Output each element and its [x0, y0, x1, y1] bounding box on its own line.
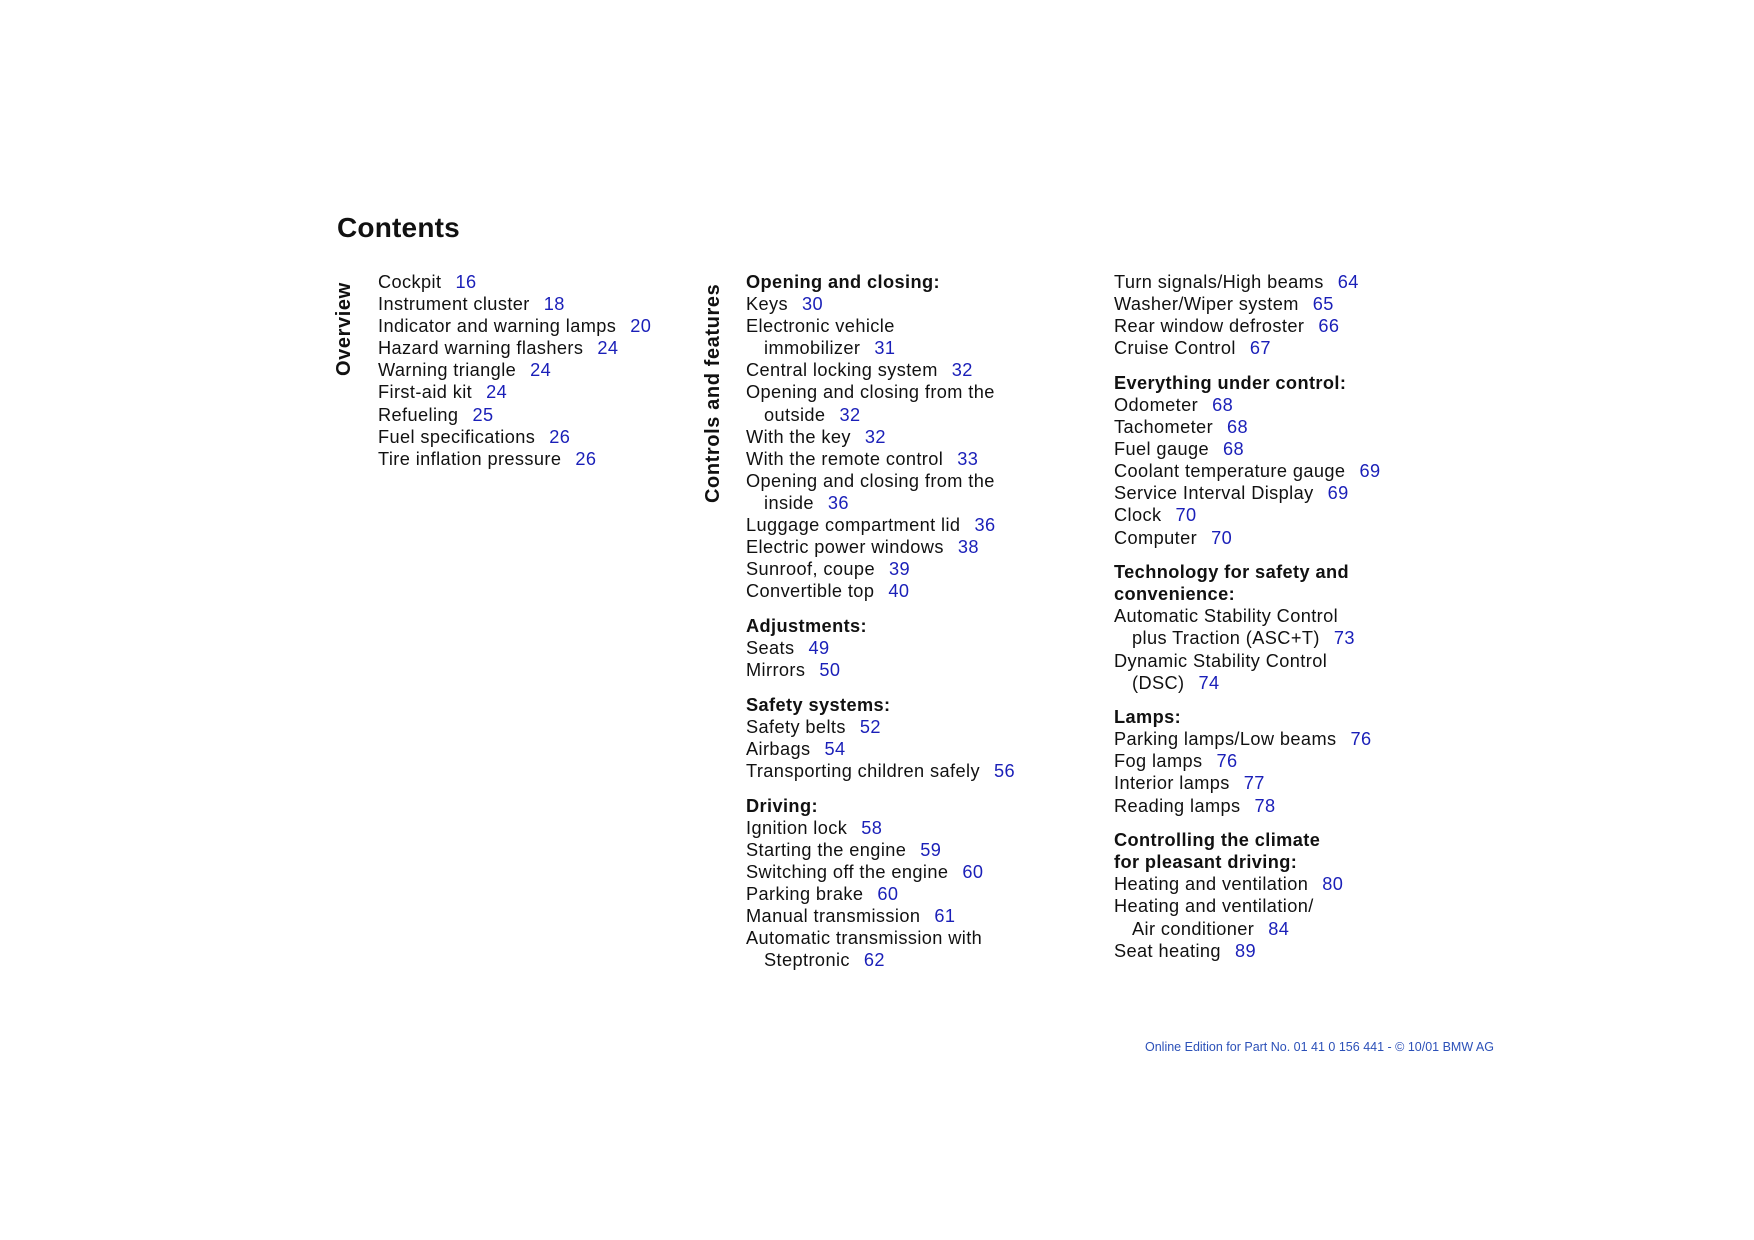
toc-page-link[interactable]: 70 — [1175, 505, 1197, 526]
toc-entry — [1114, 504, 1474, 526]
toc-entry-label: Heating and ventilation/ — [1114, 896, 1314, 917]
toc-entry — [746, 293, 1076, 315]
toc-page-link[interactable]: 77 — [1243, 773, 1265, 794]
toc-entry — [746, 536, 1076, 558]
toc-heading-line: Technology for safety and — [1114, 562, 1350, 583]
toc-page-link[interactable]: 66 — [1318, 316, 1340, 337]
toc-entry-label: Automatic transmission with — [746, 928, 983, 949]
toc-entry — [378, 315, 708, 337]
toc-page-link[interactable]: 68 — [1212, 394, 1234, 415]
toc-entry — [1114, 650, 1474, 694]
toc-entry-label: Computer — [1114, 527, 1198, 548]
toc-entry-label: Odometer — [1114, 394, 1199, 415]
toc-entry-label: Cockpit — [378, 272, 442, 292]
toc-column-controls — [746, 271, 1076, 971]
toc-entry — [746, 839, 1076, 861]
toc-page-link[interactable]: 32 — [864, 426, 886, 447]
toc-entry-label: Sunroof, coupe — [746, 559, 875, 580]
toc-heading-line: convenience: — [1114, 584, 1236, 605]
toc-entry-label: Cruise Control — [1114, 338, 1236, 359]
toc-page-link[interactable]: 49 — [808, 638, 830, 658]
toc-entry — [746, 738, 1076, 760]
toc-entry-label: Manual transmission — [746, 906, 921, 927]
toc-entry-label: Fuel specifications — [378, 426, 536, 447]
toc-entry — [378, 448, 708, 470]
toc-page-link[interactable]: 67 — [1249, 338, 1271, 359]
toc-heading — [1114, 829, 1474, 873]
toc-page-link[interactable]: 26 — [549, 426, 571, 447]
toc-entry-continuation: inside — [764, 492, 814, 513]
section-label-overview: Overview — [333, 282, 355, 376]
toc-entry — [1114, 895, 1474, 939]
toc-entry-continuation: outside — [764, 404, 826, 425]
toc-entry — [378, 381, 708, 403]
toc-entry — [746, 470, 1076, 514]
toc-entry — [746, 514, 1076, 536]
toc-page-link[interactable]: 58 — [861, 817, 883, 838]
toc-heading: Everything under control: — [1114, 372, 1347, 393]
toc-entry — [1114, 772, 1474, 794]
toc-page-link[interactable]: 64 — [1337, 272, 1359, 292]
toc-heading — [1114, 561, 1474, 605]
toc-page-link[interactable]: 60 — [877, 883, 899, 904]
toc-page-link[interactable]: 84 — [1268, 918, 1290, 939]
toc-entry-label: Seats — [746, 638, 795, 658]
toc-entry-continuation: immobilizer — [764, 338, 861, 359]
toc-page-link[interactable]: 36 — [827, 492, 849, 513]
toc-page-link[interactable]: 24 — [486, 382, 508, 403]
toc-entry — [378, 293, 708, 315]
toc-entry — [378, 426, 708, 448]
toc-entry-label: With the key — [746, 426, 851, 447]
toc-entry — [1114, 728, 1474, 750]
toc-page-link[interactable]: 59 — [920, 839, 942, 860]
toc-entry — [746, 659, 1076, 681]
toc-entry-label: Ignition lock — [746, 817, 848, 838]
toc-entry — [1114, 315, 1474, 337]
toc-page-link[interactable]: 74 — [1198, 672, 1220, 693]
toc-entry — [1114, 337, 1474, 359]
toc-heading: Safety systems: — [746, 694, 891, 715]
toc-entry — [1114, 271, 1474, 293]
section-label-controls: Controls and features — [702, 283, 724, 503]
toc-page-link[interactable]: 25 — [472, 404, 494, 425]
toc-entry — [746, 760, 1076, 782]
toc-page-link[interactable]: 52 — [859, 716, 881, 737]
toc-entry — [746, 315, 1076, 359]
toc-page-link[interactable]: 56 — [993, 760, 1015, 781]
toc-entry-label: Airbags — [746, 738, 811, 759]
toc-entry-label: Dynamic Stability Control — [1114, 650, 1328, 671]
toc-entry — [746, 580, 1076, 602]
toc-entry — [1114, 527, 1474, 549]
toc-entry — [746, 426, 1076, 448]
toc-entry — [1114, 873, 1474, 895]
toc-page-link[interactable]: 18 — [543, 294, 565, 315]
toc-page-link[interactable]: 76 — [1216, 751, 1238, 772]
toc-entry — [1114, 605, 1474, 649]
toc-entry — [1114, 940, 1474, 962]
toc-entry-label: Heating and ventilation — [1114, 874, 1309, 895]
toc-entry-label: Warning triangle — [378, 360, 517, 381]
toc-page-link[interactable]: 40 — [888, 581, 910, 602]
toc-entry — [746, 883, 1076, 905]
toc-entry — [378, 337, 708, 359]
toc-entry — [378, 271, 708, 293]
toc-entry-continuation: (DSC) — [1132, 672, 1185, 693]
toc-page-link[interactable]: 73 — [1333, 628, 1355, 649]
toc-page-link[interactable]: 39 — [888, 559, 910, 580]
toc-entry — [746, 637, 1076, 659]
toc-entry-label: Indicator and warning lamps — [378, 316, 617, 337]
toc-entry-label: Transporting children safely — [746, 760, 980, 781]
toc-entry-continuation: plus Traction (ASC+T) — [1132, 628, 1320, 649]
toc-page-link[interactable]: 76 — [1350, 729, 1372, 750]
toc-page-link[interactable]: 26 — [575, 448, 597, 469]
toc-entry-label: Refueling — [378, 404, 459, 425]
toc-heading-line: for pleasant driving: — [1114, 852, 1298, 873]
toc-entry — [746, 861, 1076, 883]
toc-column-3 — [1114, 271, 1474, 962]
toc-entry-label: Mirrors — [746, 660, 806, 681]
toc-page-link[interactable]: 16 — [455, 272, 477, 292]
toc-entry-label: Turn signals/High beams — [1114, 272, 1324, 292]
toc-entry-label: Luggage compartment lid — [746, 515, 961, 536]
toc-entry-label: Tire inflation pressure — [378, 448, 562, 469]
toc-entry-label: Central locking system — [746, 360, 938, 381]
toc-entry — [746, 905, 1076, 927]
toc-page-link[interactable]: 50 — [819, 660, 841, 681]
toc-entry-label: Coolant temperature gauge — [1114, 461, 1346, 482]
toc-page-link[interactable]: 65 — [1312, 294, 1334, 315]
toc-entry — [746, 817, 1076, 839]
toc-entry — [1114, 416, 1474, 438]
toc-entry-label: Parking lamps/Low beams — [1114, 729, 1337, 750]
toc-entry — [746, 359, 1076, 381]
toc-entry-label: Washer/Wiper system — [1114, 294, 1299, 315]
toc-page-link[interactable]: 69 — [1327, 483, 1349, 504]
toc-entry-label: Electric power windows — [746, 537, 944, 558]
toc-entry — [746, 448, 1076, 470]
toc-entry-label: Safety belts — [746, 716, 846, 737]
toc-entry-label: Starting the engine — [746, 839, 907, 860]
toc-page-link[interactable]: 89 — [1234, 940, 1256, 961]
toc-entry-label: Automatic Stability Control — [1114, 606, 1339, 627]
toc-entry — [1114, 482, 1474, 504]
toc-entry-label: With the remote control — [746, 448, 944, 469]
toc-page-link[interactable]: 20 — [630, 316, 652, 337]
toc-entry-label: First-aid kit — [378, 382, 473, 403]
toc-page-link[interactable]: 38 — [957, 537, 979, 558]
toc-page-link[interactable]: 68 — [1223, 439, 1245, 460]
toc-entry — [746, 716, 1076, 738]
toc-entry-label: Opening and closing from the — [746, 382, 995, 403]
toc-entry-continuation: Air conditioner — [1132, 918, 1255, 939]
toc-page-link[interactable]: 61 — [934, 906, 956, 927]
toc-entry-label: Electronic vehicle — [746, 316, 895, 337]
toc-page-link[interactable]: 36 — [974, 515, 996, 536]
toc-entry — [746, 381, 1076, 425]
toc-entry-label: Rear window defroster — [1114, 316, 1305, 337]
toc-entry — [1114, 293, 1474, 315]
toc-entry-label: Switching off the engine — [746, 861, 949, 882]
toc-heading: Driving: — [746, 795, 818, 816]
toc-entry-continuation: Steptronic — [764, 950, 850, 971]
toc-page-link[interactable]: 54 — [824, 738, 846, 759]
toc-page-link[interactable]: 69 — [1359, 461, 1381, 482]
toc-page-link[interactable]: 24 — [597, 338, 619, 359]
toc-entry — [378, 359, 708, 381]
toc-entry-label: Tachometer — [1114, 417, 1214, 438]
toc-entry-label: Service Interval Display — [1114, 483, 1314, 504]
toc-page-link[interactable]: 33 — [957, 448, 979, 469]
toc-entry — [1114, 795, 1474, 817]
toc-page-link[interactable]: 24 — [530, 360, 552, 381]
toc-page-link[interactable]: 70 — [1211, 527, 1233, 548]
toc-entry-label: Seat heating — [1114, 940, 1221, 961]
toc-column-overview — [378, 271, 708, 470]
footer-edition-note: Online Edition for Part No. 01 41 0 156 441 - © 10/01 BMW AG — [1145, 1040, 1494, 1054]
toc-page-link[interactable]: 80 — [1322, 874, 1344, 895]
toc-entry — [378, 404, 708, 426]
toc-page-link[interactable]: 60 — [962, 861, 984, 882]
toc-page-link[interactable]: 30 — [802, 294, 824, 315]
toc-page-link[interactable]: 62 — [863, 950, 885, 971]
toc-page-link[interactable]: 68 — [1227, 417, 1249, 438]
toc-entry-label: Fog lamps — [1114, 751, 1203, 772]
toc-heading-line: Controlling the climate — [1114, 830, 1321, 851]
toc-entry — [1114, 460, 1474, 482]
toc-entry-label: Clock — [1114, 505, 1162, 526]
toc-entry-label: Interior lamps — [1114, 773, 1230, 794]
toc-page-link[interactable]: 78 — [1254, 795, 1276, 816]
toc-entry-label: Instrument cluster — [378, 294, 530, 315]
toc-heading: Lamps: — [1114, 707, 1182, 728]
toc-entry-label: Reading lamps — [1114, 795, 1241, 816]
toc-page-link[interactable]: 31 — [874, 338, 896, 359]
toc-entry-label: Parking brake — [746, 883, 864, 904]
toc-entry — [1114, 438, 1474, 460]
page-title: Contents — [337, 212, 460, 243]
toc-entry — [1114, 750, 1474, 772]
toc-heading: Adjustments: — [746, 615, 868, 636]
toc-page-link[interactable]: 32 — [951, 360, 973, 381]
toc-entry-label: Fuel gauge — [1114, 439, 1210, 460]
toc-entry-label: Hazard warning flashers — [378, 338, 584, 359]
toc-entry — [1114, 394, 1474, 416]
toc-entry — [746, 558, 1076, 580]
toc-entry-label: Opening and closing from the — [746, 470, 995, 491]
toc-entry-label: Convertible top — [746, 581, 875, 602]
toc-entry — [746, 927, 1076, 971]
toc-entry-label: Keys — [746, 294, 789, 315]
toc-page-link[interactable]: 32 — [839, 404, 861, 425]
toc-heading: Opening and closing: — [746, 272, 940, 292]
